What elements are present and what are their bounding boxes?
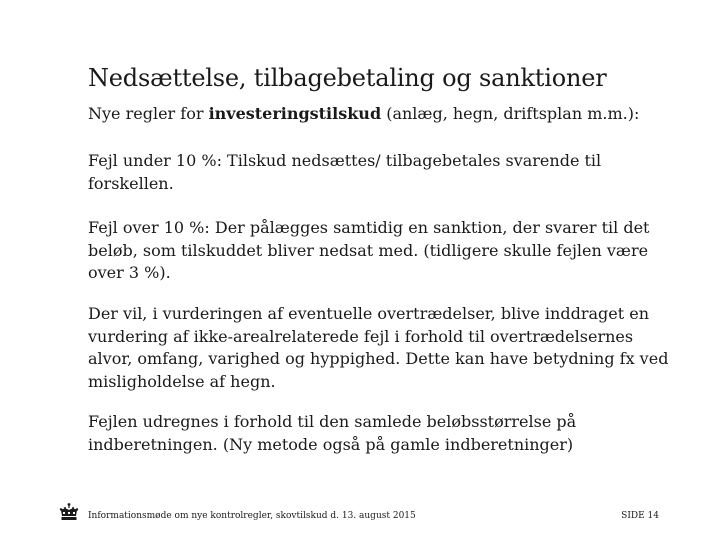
subtitle-prefix: Nye regler for xyxy=(88,104,209,123)
paragraph-assessment: Der vil, i vurderingen af eventuelle overtrædelser, blive inddraget en vurdering af ikke-arealrelaterede fejl i forhold til overtrædelsernes alvor, omfang, varighed og hyppighed. Dette kan have betydning fx ved misligholdelse af hegn. xyxy=(88,304,669,391)
slide-title: Nedsættelse, tilbagebetaling og sanktioner xyxy=(88,64,607,92)
crown-icon xyxy=(58,502,80,524)
subtitle-suffix: (anlæg, hegn, driftsplan m.m.): xyxy=(381,104,640,123)
paragraph-calculation: Fejlen udregnes i forhold til den samlede beløbsstørrelse på indberetningen. (Ny metode også på gamle indberetninger) xyxy=(88,412,577,454)
subtitle-bold-term: investeringstilskud xyxy=(208,104,382,123)
footer-event-text: Informationsmøde om nye kontrolregler, skovtilskud d. 13. august 2015 xyxy=(88,511,416,521)
footer-page-number: SIDE 14 xyxy=(621,511,659,521)
slide-subtitle xyxy=(88,102,688,126)
paragraph-over-10-percent: Fejl over 10 %: Der pålægges samtidig en sanktion, der svarer til det beløb, som tilskuddet bliver nedsat med. (tidligere skulle fejlen være over 3 %). xyxy=(88,218,650,282)
paragraph-under-10-percent: Fejl under 10 %: Tilskud nedsættes/ tilbagebetales svarende til forskellen. xyxy=(88,151,602,193)
